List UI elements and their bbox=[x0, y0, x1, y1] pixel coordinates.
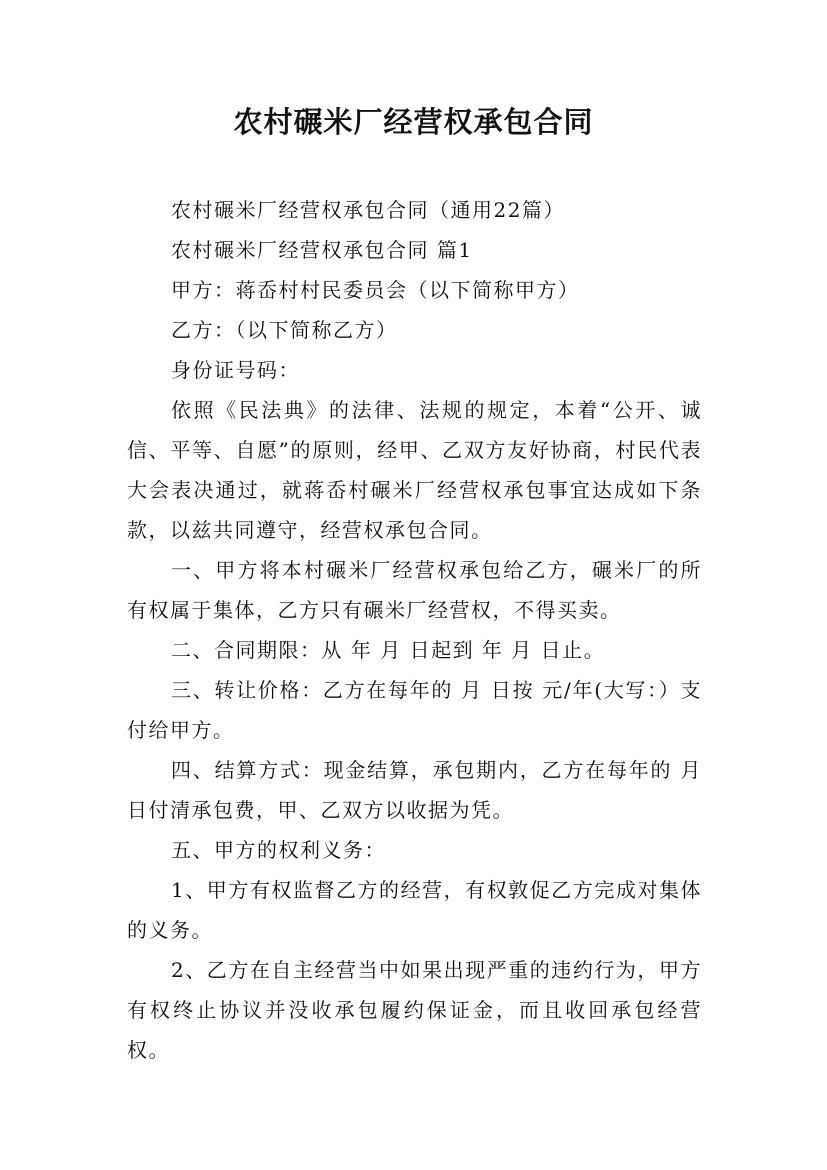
paragraph-clause-5: 五、甲方的权利义务： bbox=[171, 838, 386, 862]
paragraph-party-a: 甲方：蒋岙村村民委员会（以下简称甲方） bbox=[171, 278, 580, 302]
document-body bbox=[127, 190, 702, 1070]
document-title: 农村碾米厂经营权承包合同 bbox=[233, 105, 594, 139]
paragraph-heading: 农村碾米厂经营权承包合同 篇1 bbox=[171, 238, 473, 262]
paragraph-clause-3: 三、转让价格：乙方在每年的 月 日按 元/年(大写：）支付给甲方。 bbox=[127, 678, 702, 742]
paragraph-id-number: 身份证号码： bbox=[171, 358, 300, 382]
paragraph-clause-5-1: 1、甲方有权监督乙方的经营，有权敦促乙方完成对集体的义务。 bbox=[127, 878, 702, 942]
paragraph-preamble: 依照《民法典》的法律、法规的规定，本着“公开、诚信、平等、自愿”的原则，经甲、乙双方友好协商，村民代表大会表决通过，就蒋岙村碾米厂经营权承包事宜达成如下条款，以兹共同遵守，经营权承包合同。 bbox=[127, 398, 702, 542]
paragraph-clause-4: 四、结算方式：现金结算，承包期内，乙方在每年的 月 日付清承包费，甲、乙双方以收据为凭。 bbox=[127, 758, 702, 822]
paragraph-subtitle: 农村碾米厂经营权承包合同（通用22篇） bbox=[171, 198, 565, 222]
paragraph-clause-1: 一、甲方将本村碾米厂经营权承包给乙方，碾米厂的所有权属于集体，乙方只有碾米厂经营权，不得买卖。 bbox=[127, 558, 702, 622]
paragraph-clause-2: 二、合同期限：从 年 月 日起到 年 月 日止。 bbox=[171, 638, 606, 662]
paragraph-clause-5-2: 2、乙方在自主经营当中如果出现严重的违约行为，甲方有权终止协议并没收承包履约保证金，而且收回承包经营权。 bbox=[127, 958, 702, 1062]
paragraph-party-b: 乙方：（以下简称乙方） bbox=[171, 318, 398, 342]
